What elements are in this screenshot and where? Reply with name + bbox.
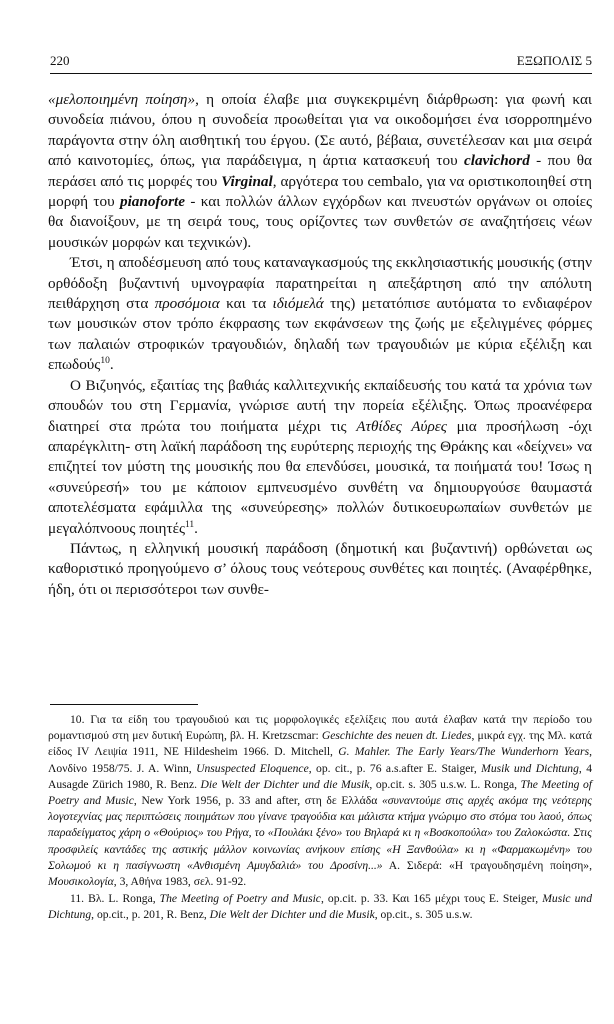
paragraph-4: Πάντως, η ελληνική μουσική παράδοση (δημοτική και βυζαντινή) ορθώνεται ως καθοριστικό προηγούμενο σ’ όλους τους νεότερους συνθέτες και ποιητές. (Αναφέρθηκε, ήδη, ότι οι περισσότεροι των συνθε- — [48, 539, 592, 598]
paragraph-2: Έτσι, η αποδέσμευση από τους καταναγκασμούς της εκκλησιαστικής μουσικής (στην ορθόδοξη βυζαντινή υμνογραφία παρατηρείται η απεξάρτηση από την απόλυτη πειθάρχηση στα προσόμοια και τα ιδιόμελά της) μετατόπισε αυτόματα το ενδιαφέρον των μουσικών στον τρόπο έκφρασης των εκφάνσεων της ζωής με εξελιγμένες φόρμες των παλαιών στροφικών τραγουδιών, δηλαδή των τραγουδιών με κύρια εξέλιξη και επωδούς$^{10}$. — [48, 254, 592, 374]
header-rule — [50, 73, 592, 74]
footnote-10: 10. Για τα είδη του τραγουδιού και τις μορφολογικές εξελίξεις που αυτά έλαβαν κατά την περίοδο του ρομαντισμού στη μεν δυτική Ευρώπη, βλ. H. Kretzscmar: Geschichte des neuen dt. Liedes, μικρά εγχ. της Μλ. κατά είδος IV Λειψία 1911, NE Hildesheim 1966. D. Mitchell, G. Mahler. The Early Years/The Wunderhorn Years, Λονδίνο 1958/75. J. A. Winn, Unsuspected Eloquence, op. cit., p. 76 a.s.after E. Staiger, Musik und Dichtung, 4 Ausagde Zürich 1980, R. Benz. Die Welt der Dichter und die Musik, op.cit. s. 305 u.s.w. L. Ronga, The Meeting of Poetry and Music, New York 1956, p. 33 and after, στη δε Ελλάδα «συναντούμε στις αρχές ακόμα της νεότερης λογοτεχνίας μας περιπτώσεις ποιημάτων που γίνανε τραγούδια και μάλιστα κτήμα γνώριμο στο στόμα του λαού, όπως παραδείγματος χάρη ο «Θούριος» του Ρήγα, το «Πουλάκι ξένο» του Βηλαρά κι η «Βοσκοπούλα» του Ζαλοκώστα. Στις προσφιλείς καντάδες της αστικής μάλλον κοινωνίας ανήκουν επίσης «Η Ξανθούλα» κι η «Φαρμακωμένη» του Σολωμού κι η πασίγνωστη «Ανθισμένη Αμυγδαλιά» του Δροσίνη...» Α. Σιδερά: «Η τραγουδησμένη ποίηση», Μουσικολογία, 3, Αθήνα 1983, σελ. 91-92. — [48, 713, 593, 889]
italic-term: «μελοποιημένη ποίηση» — [48, 91, 196, 108]
footnote-11: 11. Βλ. L. Ronga, The Meeting of Poetry and Music, op.cit. p. 33. Και 165 μέχρι τους E. Steiger, Music und Dichtung, op.cit., p. 201, R. Benz, Die Welt der Dichter und die Musik, op.cit., s. 305 u.s.w. — [48, 892, 593, 922]
paragraph-3: Ο Βιζυηνός, εξαιτίας της βαθιάς καλλιτεχνικής εκπαίδευσής του κατά τα χρόνια των σπουδών του στη Γερμανία, γνώρισε αυτή την πορεία εξέλιξης. Όπως προανέφερα διατηρεί στα πρώτα του ποιήματα μέχρι τις Ατθίδες Αύρες μια προσήλωση -όχι απαρέγκλιτη- στη λαϊκή παράδοση της ευρύτερης περιοχής της Θράκης και «δείχνει» να επιζητεί τον μύστη της μουσικής που θα επενδύσει, μουσικά, τα ποιήματά του! Ίσως η «συνεύρεσή» του με κάποιον εμπνευσμένο συνθέτη να δημιουργούσε θαυμαστά αποτελέσματα εφάμιλλα της «συνεύρεσης» πολλών δυτικοευρωπαίων συνθετών με μεγαλόπνοους ποιητές$^{11}$. — [48, 376, 592, 537]
paragraph-1: «μελοποιημένη ποίηση», η οποία έλαβε μια συγκεκριμένη διάρθρωση: για φωνή και συνοδεία πιάνου, όπου η συνοδεία προωθείται για να οικοδομήσει ένα ισορροπημένο παράγοντα στην όλη αισθητική του έργου. (Σε αυτό, βέβαια, συνετέλεσαν και μια σειρά από καινοτομίες, όπως, για παράδειγμα, η άρτια κατασκευή του clavichord - που θα περάσει από τις μορφές του Virginal, αργότερα του cembalo, για να οριστικοποιηθεί στη μορφή του pianoforte - και πολλών άλλων εγχόρδων και πνευστών οργάνων οι οποίες θα διανοίξουν, με τη σειρά τους, τους ορίζοντες των συνθετών σε αναζητήσεις νέων μουσικών μορφών και τεχνικών). — [48, 91, 593, 251]
italic-term: pianoforte — [119, 193, 185, 211]
footnotes — [48, 712, 592, 924]
body-text — [48, 90, 592, 600]
page-header — [50, 50, 592, 72]
footnote-ref-10[interactable]: 10 — [100, 356, 110, 367]
page-number: 220 — [50, 53, 70, 68]
footnote-rule — [50, 704, 198, 705]
italic-term: Ατθίδες Αύρες — [356, 417, 447, 435]
running-title: ΕΞΩΠΟΛΙΣ 5 — [516, 53, 592, 68]
footnote-ref-11[interactable]: 11 — [184, 519, 195, 530]
italic-term: ιδιόμελά — [272, 295, 324, 313]
italic-term: προσόμοια — [154, 295, 220, 313]
italic-term: Virginal — [221, 172, 273, 190]
italic-term: clavichord — [463, 152, 530, 170]
